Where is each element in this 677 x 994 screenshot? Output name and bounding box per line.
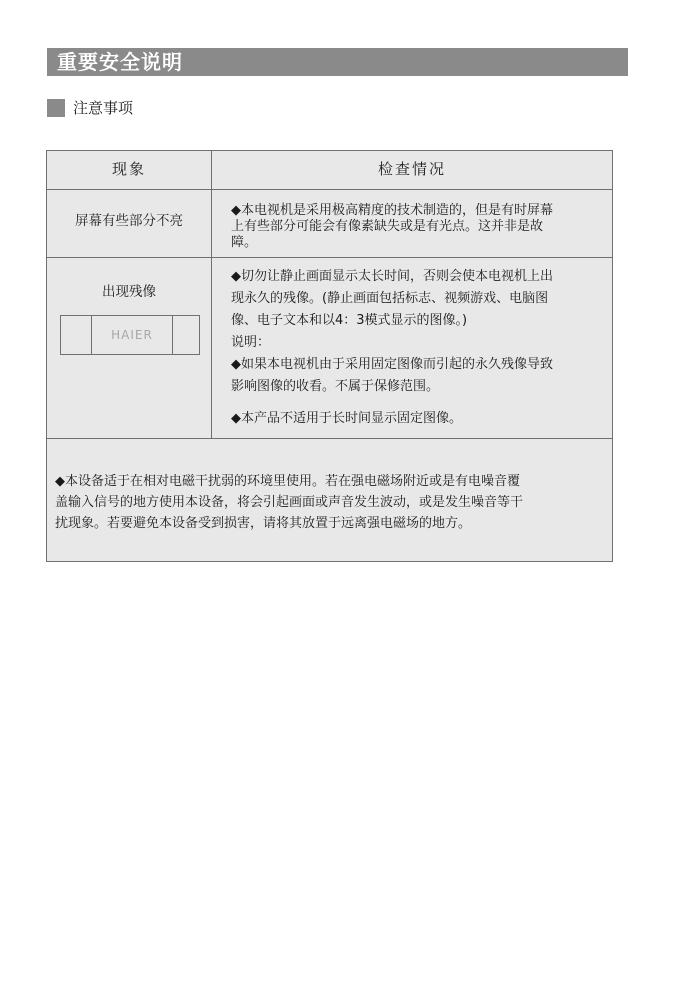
logo-illustration: [60, 315, 200, 355]
check-cell: [231, 203, 607, 251]
logo-text: HAIER: [91, 315, 173, 355]
check-line: 像、电子文本和以4：3模式显示的图像。): [231, 313, 468, 328]
check-line: 现永久的残像。(静止画面包括标志、视频游戏、电脑图: [231, 291, 549, 306]
check-line: ◆本电视机是采用极高精度的技术制造的，但是有时屏幕: [231, 203, 553, 218]
header-phenomenon: 现象: [111, 160, 146, 178]
check-line: 上有些部分可能会有像素缺失或是有光点。这并非是故: [231, 219, 544, 234]
check-line: ◆切勿让静止画面显示太长时间，否则会使本电视机上出: [231, 269, 553, 284]
column-divider: [211, 151, 212, 438]
phenomenon-cell: 屏幕有些部分不亮: [75, 213, 183, 229]
page-title: 重要安全说明: [57, 50, 183, 74]
check-line: ◆如果本电视机由于采用固定图像而引起的永久残像导致: [231, 357, 553, 372]
phenomenon-cell: 出现残像: [102, 284, 156, 300]
check-line: 说明：: [231, 335, 271, 350]
row-divider: [47, 438, 612, 439]
row-divider: [47, 257, 612, 258]
row-divider: [47, 189, 612, 190]
notice-table: [46, 150, 613, 562]
section-marker: [47, 99, 65, 117]
check-line: ◆本产品不适用于长时间显示固定图像。: [231, 411, 462, 426]
footer-line: 盖输入信号的地方使用本设备，将会引起画面或声音发生波动，或是发生噪音等干: [55, 495, 524, 510]
footer-line: ◆本设备适于在相对电磁干扰弱的环境里使用。若在强电磁场附近或是有电噪音覆: [55, 474, 520, 489]
title-bar: [47, 48, 628, 76]
check-line: 障。: [231, 235, 258, 250]
check-line: 影响图像的收看。不属于保修范围。: [231, 379, 440, 394]
section-heading-label: 注意事项: [73, 99, 134, 117]
check-cell: [231, 266, 609, 398]
footer-line: 扰现象。若要避免本设备受到损害，请将其放置于远离强电磁场的地方。: [55, 516, 472, 531]
header-check: 检查情况: [377, 160, 446, 178]
footer-note: [55, 471, 603, 534]
